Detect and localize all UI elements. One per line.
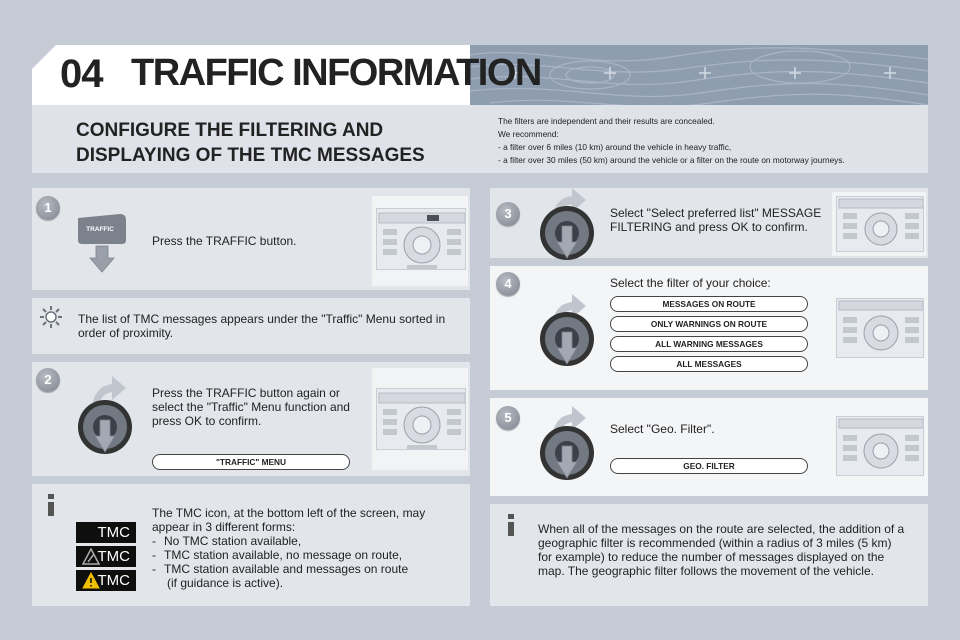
radio-unit-icon — [376, 388, 466, 450]
tmc-label: TMC — [76, 570, 136, 591]
filters-note-line: The filters are independent and their results are concealed. — [498, 116, 715, 126]
tmc-intro: The TMC icon, at the bottom left of the screen, may appear in 3 different forms: — [152, 506, 426, 534]
step-5-text: Select "Geo. Filter". — [610, 422, 715, 436]
info-right-text: When all of the messages on the route are selected, the addition of a geographic filter is recommended (within a radius of 3 miles (5 km) for example) to reduce the number of messages displayed on the map. The geographic filter follows the movement of the vehicle. — [538, 522, 905, 578]
step-1-text: Press the TRAFFIC button. — [152, 234, 297, 248]
step-2-text: Press the TRAFFIC button again or select the "Traffic" Menu function and press OK to confirm. — [152, 386, 350, 428]
radio-unit-icon — [836, 298, 924, 358]
step-3-text: Select "Select preferred list" MESSAGE FILTERING and press OK to confirm. — [610, 206, 822, 234]
step-2-badge: 2 — [36, 368, 60, 392]
tmc-item-text: TMC station available, no message on route, — [164, 548, 403, 562]
step-5-badge: 5 — [496, 406, 520, 430]
traffic-menu-pill: "TRAFFIC" MENU — [152, 454, 350, 470]
tmc-explanation — [152, 506, 452, 590]
filters-note-line: We recommend: — [498, 129, 559, 139]
filters-note-item: - a filter over 6 miles (10 km) around the vehicle in heavy traffic, — [498, 142, 732, 152]
filter-option-all-warning-messages[interactable]: ALL WARNING MESSAGES — [610, 336, 808, 352]
tip-text: The list of TMC messages appears under the "Traffic" Menu sorted in order of proximity. — [78, 312, 446, 340]
radio-unit-icon — [376, 208, 466, 270]
traffic-button-label: TRAFFIC — [86, 226, 114, 233]
info-icon — [496, 510, 526, 540]
tmc-icon-no-station: TMC — [76, 522, 136, 543]
tmc-icon-no-message — [76, 546, 136, 567]
filter-option-only-warnings-on-route[interactable]: ONLY WARNINGS ON ROUTE — [610, 316, 808, 332]
chapter-number: 04 — [60, 52, 103, 96]
step-3-badge: 3 — [496, 202, 520, 226]
step-4-badge: 4 — [496, 272, 520, 296]
step-4-text: Select the filter of your choice: — [610, 276, 771, 290]
filters-note-item: - a filter over 30 miles (50 km) around the vehicle or a filter on the route on motorway journeys. — [498, 155, 845, 165]
info-icon — [36, 490, 66, 520]
warning-triangle-icon — [82, 548, 100, 565]
tmc-item-continued: (if guidance is active). — [167, 576, 284, 590]
radio-unit-icon — [836, 196, 924, 252]
step-1-badge: 1 — [36, 196, 60, 220]
tmc-label: TMC — [76, 546, 136, 567]
tmc-item: - No TMC station available, — [152, 534, 302, 548]
tmc-item: - TMC station available, no message on route, — [152, 548, 403, 562]
geo-filter-option[interactable]: GEO. FILTER — [610, 458, 808, 474]
sun-icon — [38, 304, 64, 330]
tmc-item-text: No TMC station available, — [164, 534, 302, 548]
filter-option-all-messages[interactable]: ALL MESSAGES — [610, 356, 808, 372]
section-title: CONFIGURE THE FILTERING AND DISPLAYING OF THE TMC MESSAGES — [76, 120, 425, 166]
tmc-icon-messages-on-route — [76, 570, 136, 591]
control-knob-icon — [76, 398, 134, 456]
warning-triangle-icon — [82, 572, 100, 589]
traffic-button-illustration — [76, 212, 128, 274]
control-knob-icon — [538, 204, 596, 262]
control-knob-icon — [538, 424, 596, 482]
page-title: TRAFFIC INFORMATION — [131, 52, 541, 94]
tmc-item: - TMC station available and messages on route — [152, 562, 409, 576]
control-knob-icon — [538, 310, 596, 368]
tmc-item-text: TMC station available and messages on route — [164, 562, 409, 576]
radio-unit-icon — [836, 416, 924, 476]
filter-option-messages-on-route[interactable]: MESSAGES ON ROUTE — [610, 296, 808, 312]
filters-note — [498, 115, 918, 167]
